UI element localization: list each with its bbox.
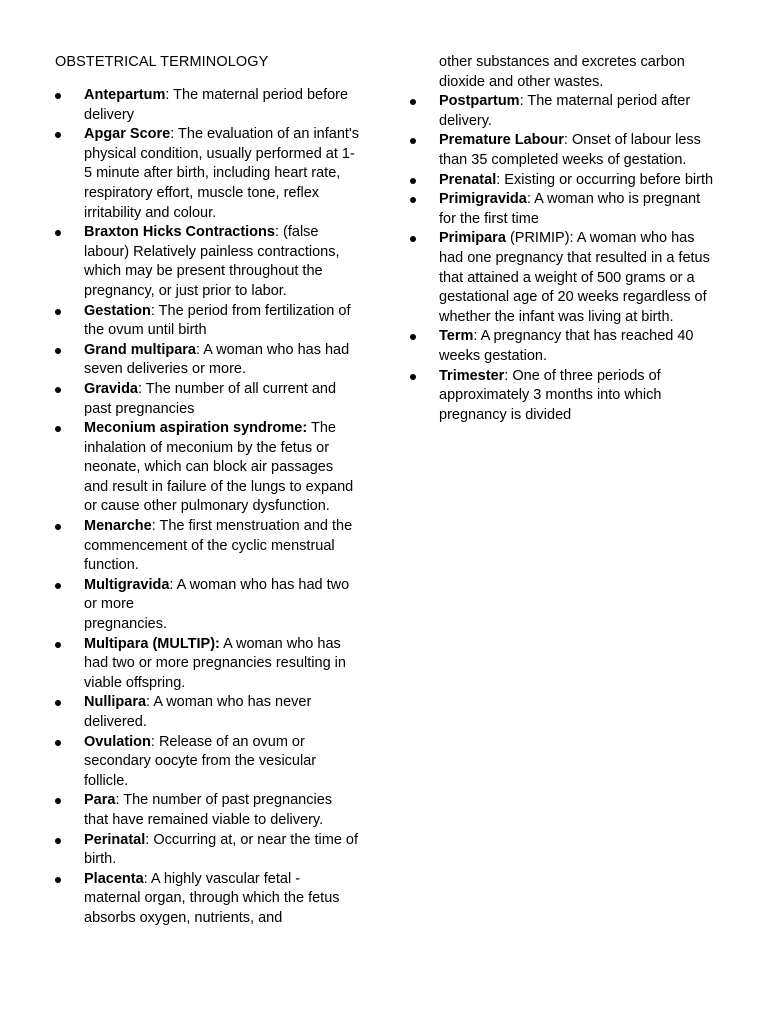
term-separator: : [145, 831, 154, 848]
bullet-icon [55, 132, 61, 138]
term-definition: A woman who has never delivered. [84, 694, 312, 730]
term-entry [55, 791, 360, 830]
term-definition: Onset of labour less than 35 completed weeks of gestation. [439, 132, 701, 168]
term-entry [410, 171, 720, 191]
bullet-icon [55, 348, 61, 354]
term-entry [410, 92, 720, 131]
term-separator: : [151, 518, 160, 535]
term-definition: The period from fertilization of the ovum until birth [84, 302, 351, 339]
term-name: Meconium aspiration syndrome: [84, 420, 308, 437]
bullet-icon [410, 138, 416, 144]
term-definition: Occurring at, or near the time of birth. [84, 831, 359, 868]
term-entry [55, 341, 360, 380]
term-name: Trimester [439, 367, 505, 384]
term-entry [55, 576, 360, 635]
term-separator: : [519, 93, 528, 110]
term-name: Grand multipara [84, 341, 196, 358]
term-entry [55, 419, 360, 517]
term-separator: : [563, 132, 572, 149]
bullet-icon [410, 374, 416, 380]
continued-definition: other substances and excretes carbon dioxide and other wastes. [439, 54, 685, 90]
term-separator: : [150, 733, 159, 750]
bullet-icon [55, 426, 61, 432]
term-definition: The maternal period before delivery [84, 87, 349, 123]
term-definition: A highly vascular fetal - maternal organ, through which the fetus absorbs oxygen, nutrients, and [84, 870, 340, 926]
term-name: Prenatal [439, 171, 497, 188]
term-name: Menarche [84, 518, 152, 535]
term-name: Term [439, 328, 474, 345]
term-name: Antepartum [84, 87, 166, 103]
term-entry [55, 125, 360, 223]
bullet-icon [55, 230, 61, 236]
term-separator: : [138, 380, 146, 397]
term-name: Braxton Hicks Contractions [84, 224, 275, 241]
term-name: Gestation [84, 302, 151, 319]
bullet-icon [410, 334, 416, 340]
term-separator: : [169, 576, 177, 593]
term-separator: : [146, 694, 154, 711]
bullet-icon [55, 642, 61, 648]
bullet-icon [55, 583, 61, 589]
term-entry [55, 870, 360, 929]
term-name: Multigravida [84, 576, 170, 593]
term-separator: : [165, 87, 174, 103]
term-name: Para [84, 792, 116, 809]
term-entry [55, 635, 360, 694]
term-name: Primipara [439, 230, 506, 247]
bullet-icon [55, 740, 61, 746]
term-separator: : [115, 792, 124, 809]
term-entry [55, 223, 360, 301]
term-name: Ovulation [84, 733, 151, 750]
term-definition: A woman who is pregnant for the first time [439, 191, 701, 227]
term-separator: : [196, 341, 204, 358]
term-definition: Existing or occurring before birth [504, 171, 714, 188]
term-name: Premature Labour [439, 132, 564, 149]
term-definition: (false labour) Relatively painless contractions, which may be present throughout the pregnancy, or just prior to labor. [84, 224, 340, 299]
term-entry [55, 733, 360, 792]
term-entry [55, 302, 360, 341]
right-column-term-list [410, 53, 720, 425]
term-separator: : [504, 367, 513, 384]
term-entry [55, 86, 360, 125]
term-separator: : [274, 224, 284, 241]
term-definition: The evaluation of an infant's physical condition, usually performed at 1-5 minute after birth, including heart rate, respiratory effort, muscle tone, reflex irritability and colour. [84, 126, 359, 221]
term-entry [55, 517, 360, 576]
term-name: Gravida [84, 380, 138, 397]
bullet-icon [410, 99, 416, 105]
term-definition: The first menstruation and the commencement of the cyclic menstrual function. [84, 518, 353, 574]
term-name: Primigravida [439, 191, 527, 208]
term-definition: One of three periods of approximately 3 months into which pregnancy is divided [439, 367, 662, 423]
term-name: Postpartum [439, 93, 520, 110]
term-definition: A woman who has had seven deliveries or more. [84, 341, 350, 378]
term-separator: : [473, 328, 481, 345]
term-definition: Release of an ovum or secondary oocyte from the vesicular follicle. [84, 733, 317, 789]
term-separator: : [526, 191, 535, 208]
bullet-icon [55, 838, 61, 844]
term-entry [55, 380, 360, 419]
left-column-term-list [55, 86, 360, 929]
bullet-icon [55, 524, 61, 530]
bullet-icon [55, 877, 61, 883]
bullet-icon [55, 798, 61, 804]
term-name: Nullipara [84, 694, 147, 711]
term-definition: The number of past pregnancies that have remained viable to delivery. [84, 792, 333, 828]
bullet-icon [55, 93, 61, 99]
document-title: OBSTETRICAL TERMINOLOGY [55, 54, 269, 70]
term-name: Multipara (MULTIP): [84, 635, 220, 652]
term-entry [410, 190, 720, 229]
bullet-icon [55, 309, 61, 315]
term-definition: A woman who has had two or more pregnancies resulting in viable offspring. [84, 635, 346, 691]
term-definition: A pregnancy that has reached 40 weeks gestation. [439, 328, 694, 364]
term-entry [410, 229, 720, 327]
term-separator: : [170, 126, 179, 143]
term-entry [55, 831, 360, 870]
term-entry [410, 131, 720, 170]
term-definition: The maternal period after delivery. [439, 93, 691, 129]
bullet-icon [55, 700, 61, 706]
term-definition: The inhalation of meconium by the fetus or neonate, which can block air passages and result in failure of the lungs to expand or cause other pulmonary dysfunction. [84, 420, 354, 515]
term-name: Apgar Score [84, 126, 171, 143]
bullet-icon [410, 236, 416, 242]
bullet-icon [410, 197, 416, 203]
term-definition: A woman who has had two or more pregnancies. [84, 576, 350, 633]
bullet-icon [410, 178, 416, 184]
term-name: Perinatal [84, 831, 146, 848]
term-entry [410, 367, 720, 426]
term-definition: (PRIMIP): A woman who has had one pregnancy that resulted in a fetus that attained a weight of 500 grams or a gestational age of 20 weeks regardless of whether the infant was living at birth. [439, 230, 710, 325]
term-separator: : [143, 870, 151, 887]
term-separator: : [496, 171, 505, 188]
term-name: Placenta [84, 870, 144, 887]
term-entry [410, 327, 720, 366]
term-entry [55, 693, 360, 732]
term-separator: : [150, 302, 159, 319]
bullet-icon [55, 387, 61, 393]
term-definition: The number of all current and past pregnancies [84, 380, 337, 417]
